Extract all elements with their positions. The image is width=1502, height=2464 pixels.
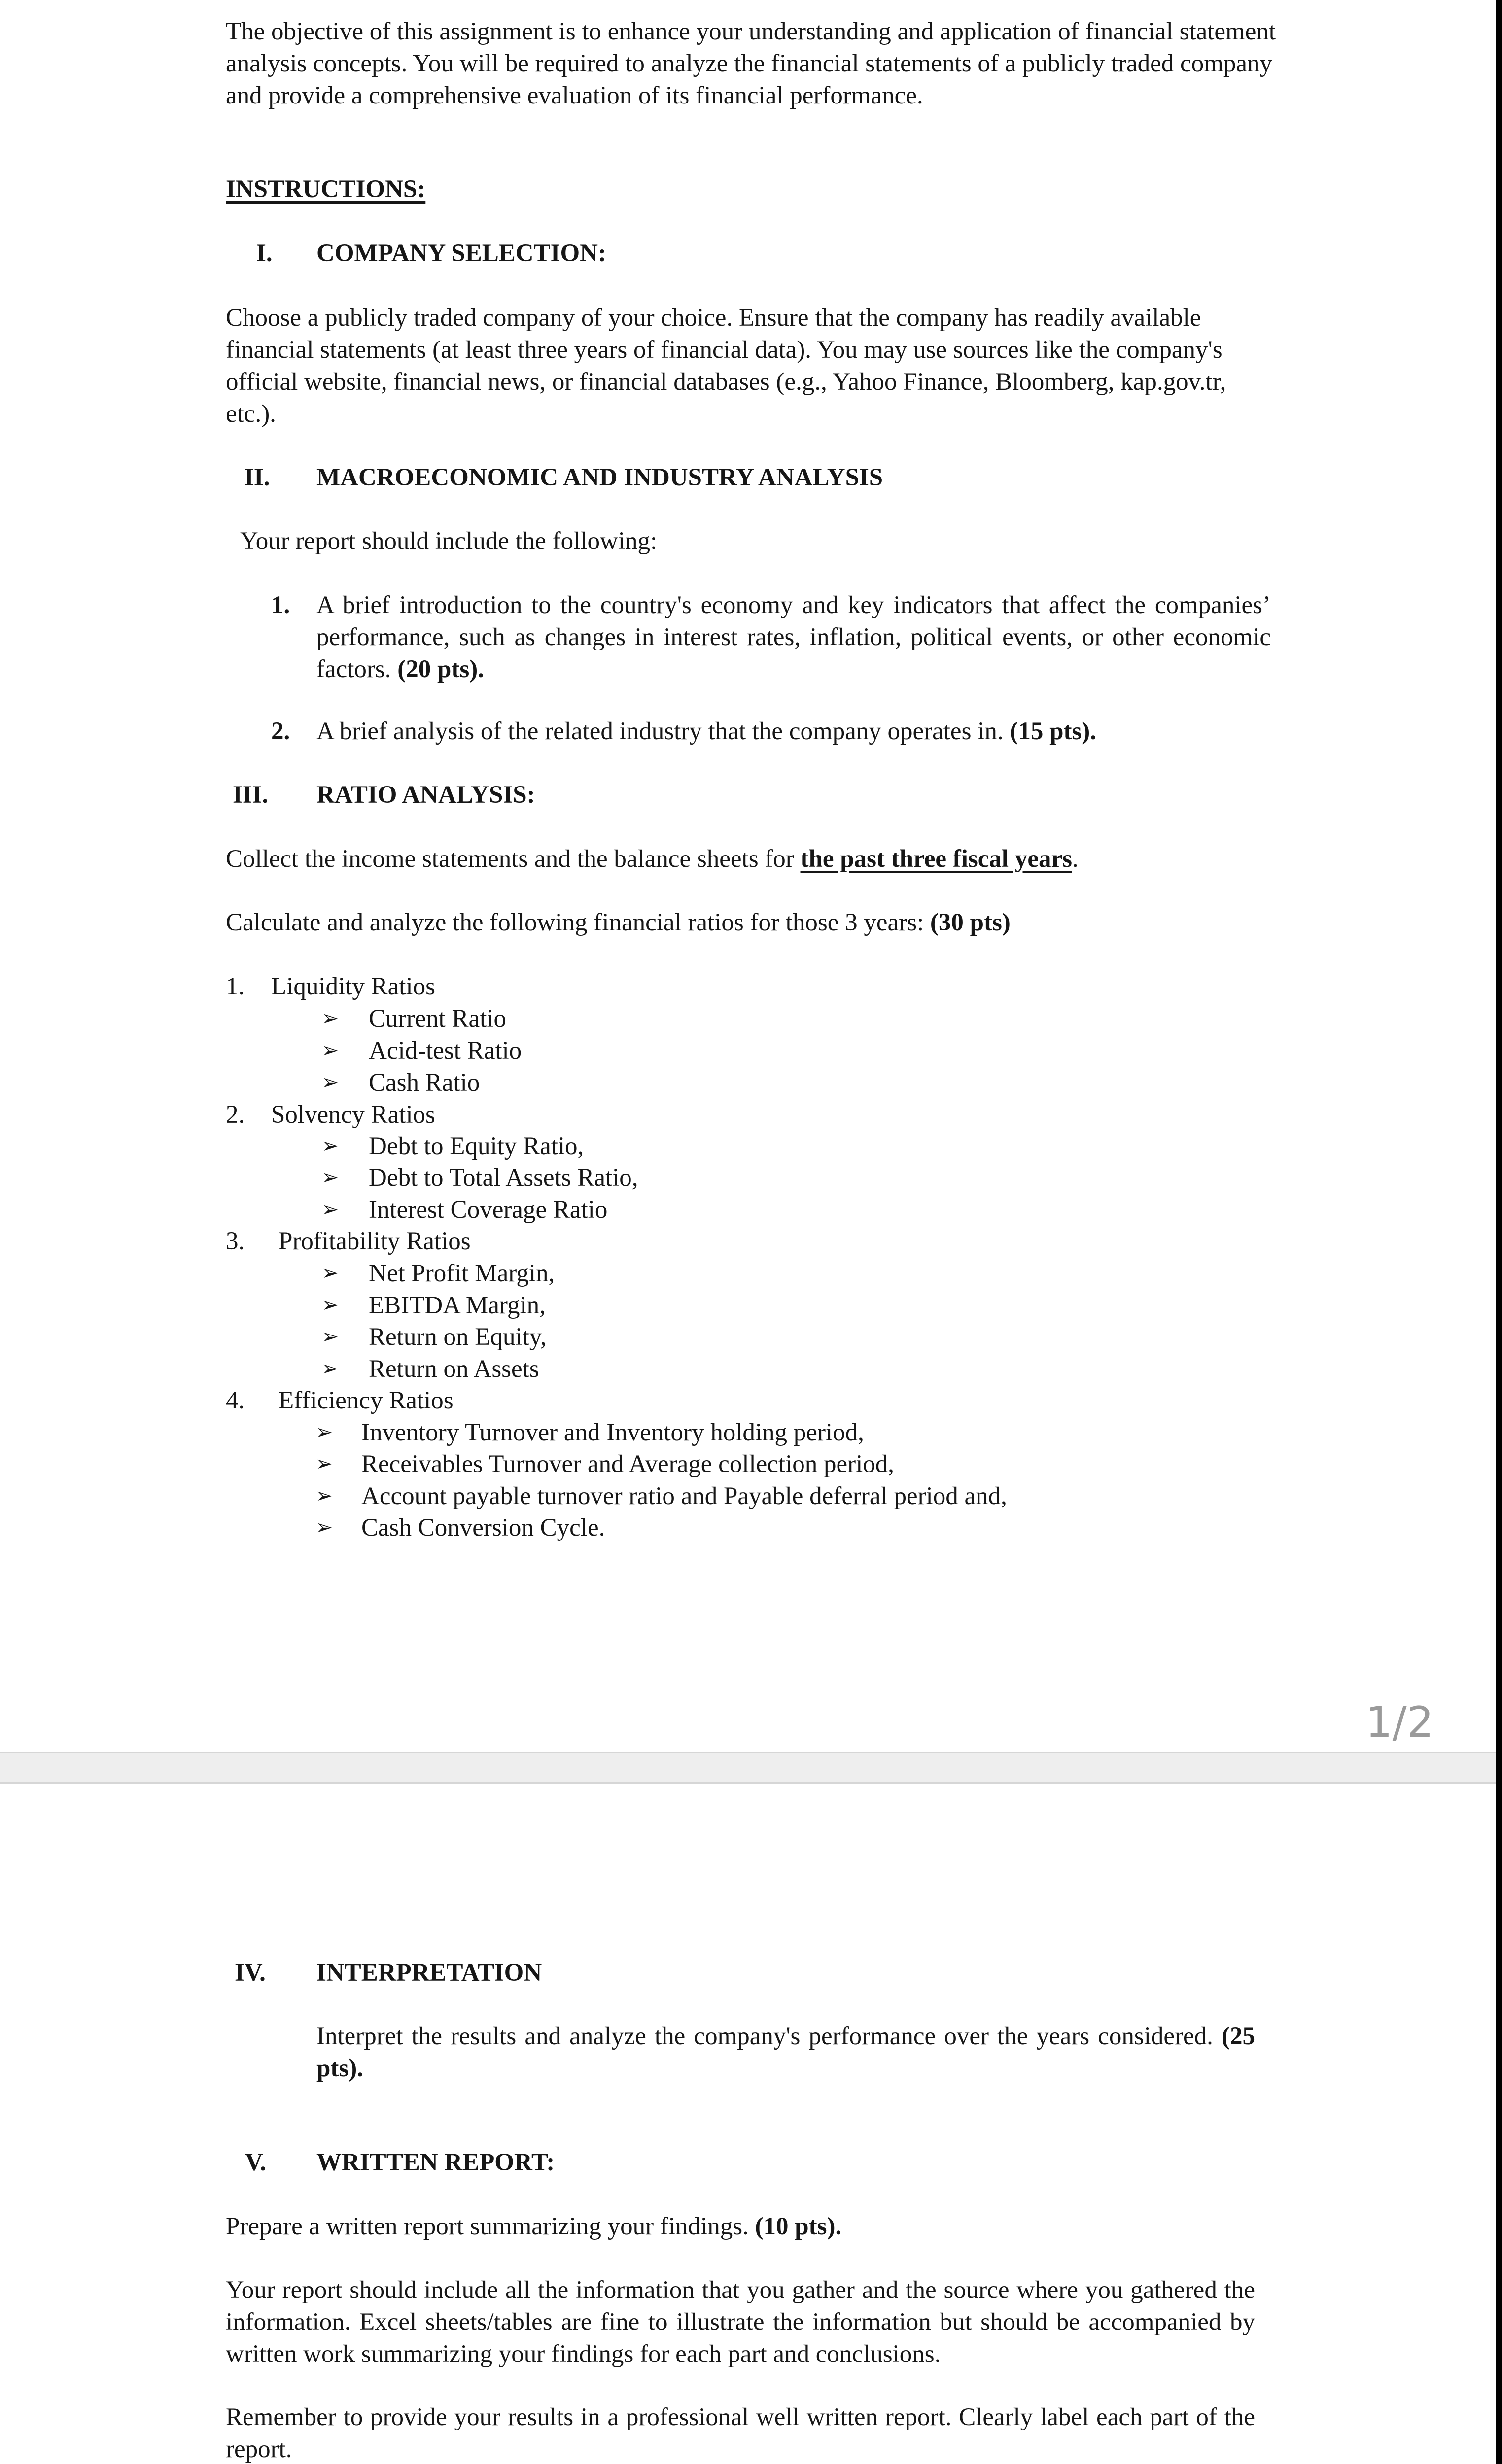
section-2-item-2-points: (15 pts).: [1010, 718, 1097, 745]
page-separator: [0, 1752, 1502, 1784]
section-2-item-1-text: A brief introduction to the country's economy and key indicators that affect the companies’ performance, such as changes in interest rates, inflation, political events, or other economic factors.: [316, 591, 1271, 683]
arrow-bullet-icon: ➢: [321, 1039, 339, 1062]
liquidity-ratios-label: Liquidity Ratios: [271, 973, 435, 1000]
arrow-bullet-icon: ➢: [321, 1294, 339, 1317]
section-4-numeral: IV.: [235, 1959, 266, 1986]
section-5-paragraph-1: [226, 2211, 841, 2243]
section-2-item-1: [316, 589, 1271, 685]
arrow-bullet-icon: ➢: [321, 1007, 339, 1030]
section-4-body: [316, 2020, 1255, 2085]
arrow-bullet-icon: ➢: [321, 1135, 339, 1158]
section-4-body-text: Interpret the results and analyze the company's performance over the years considered.: [316, 2022, 1213, 2050]
section-5-paragraph-1-text: Prepare a written report summarizing your findings.: [226, 2213, 749, 2240]
arrow-bullet-icon: ➢: [315, 1453, 333, 1475]
arrow-bullet-icon: ➢: [321, 1166, 339, 1189]
ratio-item: EBITDA Margin,: [369, 1292, 546, 1319]
calculate-statement: [226, 907, 1011, 939]
ratio-item: Cash Conversion Cycle.: [361, 1514, 605, 1541]
instructions-heading: INSTRUCTIONS:: [226, 175, 426, 203]
section-2-title: MACROECONOMIC AND INDUSTRY ANALYSIS: [316, 464, 883, 491]
section-1-title: COMPANY SELECTION:: [316, 240, 606, 267]
calculate-statement-text: Calculate and analyze the following financial ratios for those 3 years:: [226, 909, 924, 936]
ratio-item: Account payable turnover ratio and Payable deferral period and,: [361, 1482, 1007, 1510]
section-2-item-2: [316, 716, 1096, 748]
section-2-item-1-points: (20 pts).: [397, 655, 484, 683]
ratio-item: Debt to Equity Ratio,: [369, 1132, 584, 1160]
arrow-bullet-icon: ➢: [315, 1421, 333, 1444]
efficiency-ratios-label: Efficiency Ratios: [279, 1387, 454, 1414]
efficiency-ratios-number: 4.: [226, 1387, 245, 1414]
collect-statement-text: Collect the income statements and the balance sheets for: [226, 845, 794, 873]
section-5-paragraph-2: Your report should include all the information that you gather and the source where you gathered the information. Excel sheets/tables are fine to illustrate the information but should be accompanied by written work summarizing your findings for each part and conclusions.: [226, 2276, 1255, 2368]
profitability-ratios-label: Profitability Ratios: [279, 1228, 471, 1255]
section-4-title: INTERPRETATION: [316, 1959, 542, 1986]
collect-statement: [226, 843, 1079, 875]
ratio-item: Interest Coverage Ratio: [369, 1196, 608, 1224]
ratio-item: Return on Equity,: [369, 1323, 547, 1351]
section-2-item-2-text: A brief analysis of the related industry that the company operates in.: [316, 718, 1004, 745]
section-1-body: Choose a publicly traded company of your choice. Ensure that the company has readily available financial statements (at least three years of financial data). You may use sources like the company's official website, financial news, or financial databases (e.g., Yahoo Finance, Bloomberg, kap.gov.tr, etc.).: [226, 304, 1226, 428]
calculate-statement-points: (30 pts): [930, 909, 1011, 936]
section-2-item-2-number: 2.: [271, 718, 290, 745]
arrow-bullet-icon: ➢: [315, 1516, 333, 1539]
section-5-numeral: V.: [245, 2149, 267, 2176]
section-2-numeral: II.: [244, 464, 270, 491]
section-4-points: (25 pts).: [316, 2022, 1255, 2082]
solvency-ratios-number: 2.: [226, 1101, 245, 1129]
section-3-numeral: III.: [233, 781, 269, 809]
ratio-item: Receivables Turnover and Average collection period,: [361, 1450, 895, 1478]
ratio-item: Debt to Total Assets Ratio,: [369, 1164, 638, 1192]
arrow-bullet-icon: ➢: [321, 1262, 339, 1285]
right-edge-bar: [1496, 0, 1502, 2464]
collect-statement-end: .: [1072, 845, 1079, 873]
arrow-bullet-icon: ➢: [315, 1485, 333, 1507]
arrow-bullet-icon: ➢: [321, 1198, 339, 1221]
collect-statement-emphasis: the past three fiscal years: [800, 845, 1072, 873]
liquidity-ratios-number: 1.: [226, 973, 245, 1000]
document-page-2: [0, 1784, 1496, 2464]
section-5-paragraph-3: Remember to provide your results in a professional well written report. Clearly label each part of the report.: [226, 2403, 1255, 2463]
section-5-title: WRITTEN REPORT:: [316, 2149, 555, 2176]
page-indicator: 1/2: [1365, 1698, 1434, 1747]
intro-paragraph: The objective of this assignment is to enhance your understanding and application of financial statement analysis concepts. You will be required to analyze the financial statements of a publicly traded company and provide a comprehensive evaluation of its financial performance.: [226, 18, 1276, 109]
arrow-bullet-icon: ➢: [321, 1326, 339, 1348]
ratio-item: Inventory Turnover and Inventory holding period,: [361, 1419, 864, 1446]
section-2-lead: Your report should include the following:: [240, 527, 658, 555]
arrow-bullet-icon: ➢: [321, 1071, 339, 1094]
section-1-numeral: I.: [256, 240, 273, 267]
solvency-ratios-label: Solvency Ratios: [271, 1101, 435, 1129]
section-5-points: (10 pts).: [755, 2213, 842, 2240]
section-2-item-1-number: 1.: [271, 591, 290, 619]
profitability-ratios-number: 3.: [226, 1228, 245, 1255]
section-3-title: RATIO ANALYSIS:: [316, 781, 535, 809]
ratio-item: Acid-test Ratio: [369, 1037, 522, 1064]
ratio-item: Return on Assets: [369, 1355, 539, 1383]
ratio-item: Cash Ratio: [369, 1069, 480, 1096]
ratio-item: Net Profit Margin,: [369, 1260, 555, 1287]
ratio-item: Current Ratio: [369, 1005, 507, 1032]
arrow-bullet-icon: ➢: [321, 1358, 339, 1380]
